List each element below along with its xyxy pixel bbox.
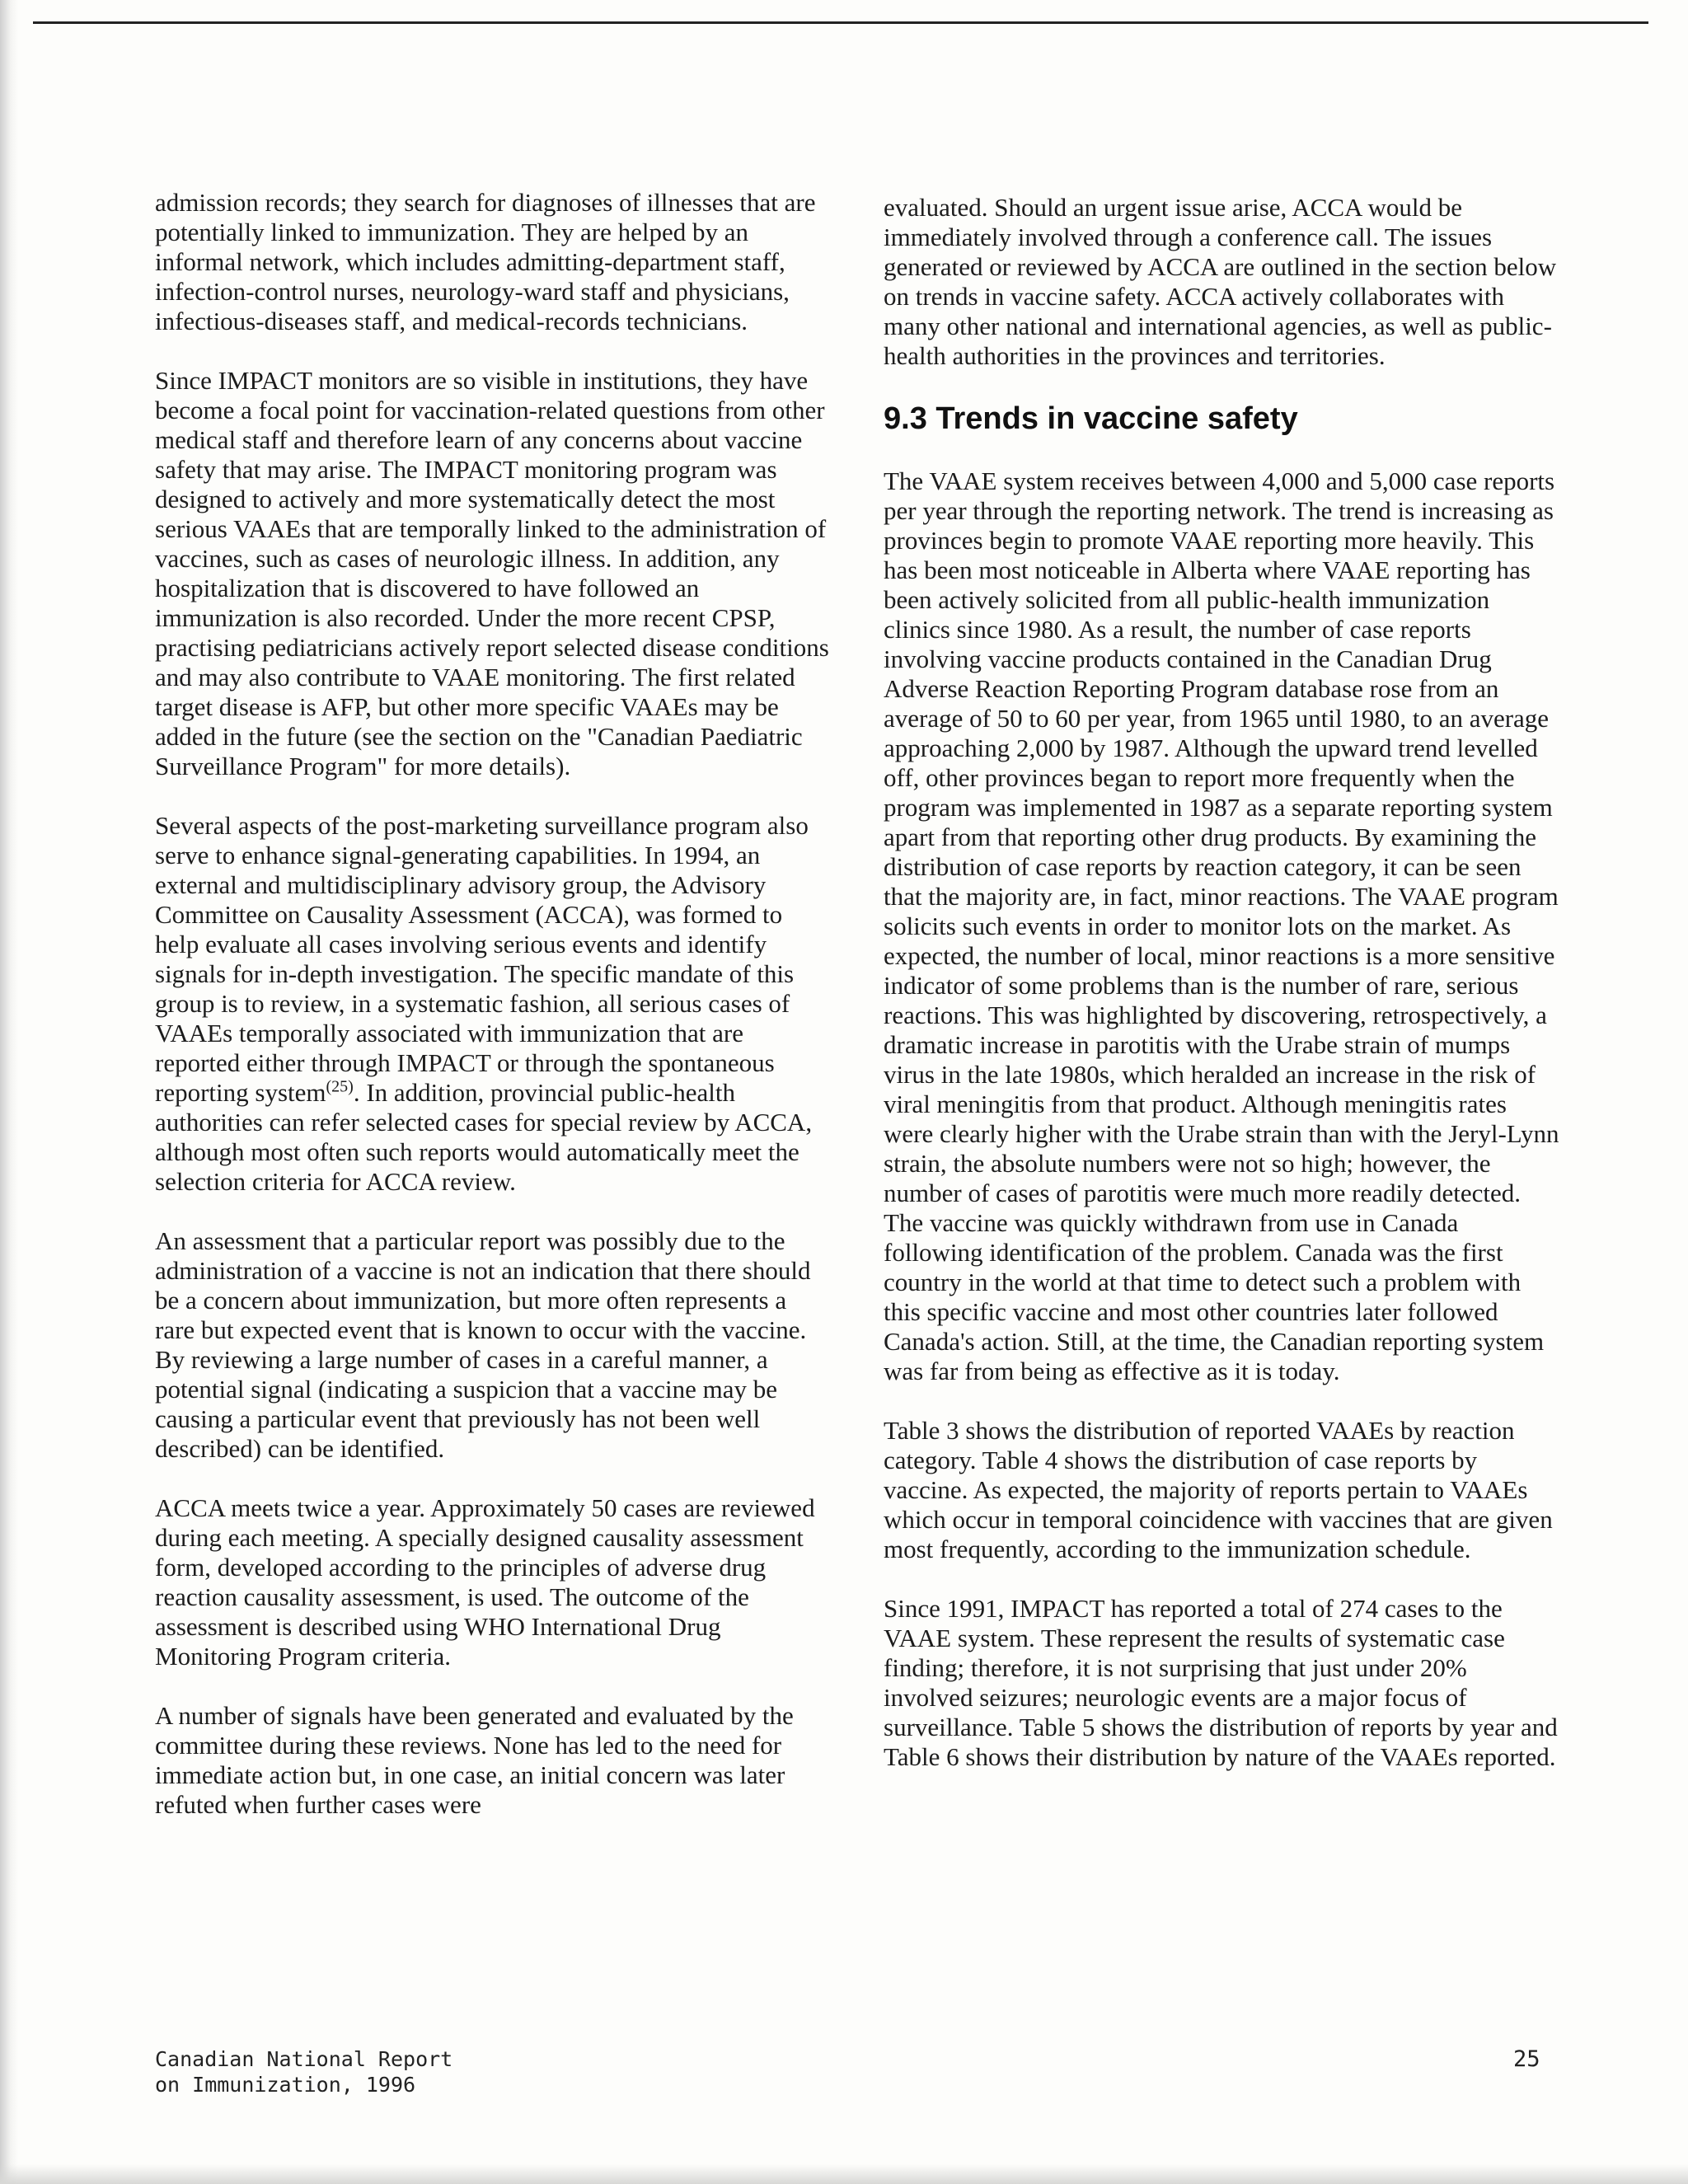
section-heading: 9.3 Trends in vaccine safety	[884, 401, 1298, 436]
top-rule	[33, 21, 1648, 24]
scan-bottom-edge-shadow	[0, 2164, 1688, 2184]
right-column	[884, 193, 1559, 1802]
paragraph: Since 1991, IMPACT has reported a total of 274 cases to the VAAE system. These represent the results of systematic case finding; therefore, it is not surprising that just under 20% involved seizures; neurologic events are a major focus of surveillance. Table 5 shows the distribution of reports by year and Table 6 shows their distribution by nature of the VAAEs reported.	[884, 1594, 1558, 1771]
paragraph: An assessment that a particular report was possibly due to the administration of a vaccine is not an indication that there should be a concern about immunization, but more often represents a rare but expected event that is known to occur with the vaccine. By reviewing a large number of cases in a careful manner, a potential signal (indicating a suspicion that a vaccine may be causing a particular event that previously has not been well described) can be identified.	[155, 1226, 811, 1463]
page-number: 25	[1513, 2046, 1540, 2072]
paragraph-text: Several aspects of the post-marketing surveillance program also serve to enhance signal-generating capabilities. In 1994, an external and multidisciplinary advisory group, the Advisory Committee on Causality Assessment (ACCA), was formed to help evaluate all cases involving serious events and identify signals for in-depth investigation. The specific mandate of this group is to review, in a systematic fashion, all serious cases of VAAEs temporally associated with immunization that are reported either through IMPACT or through the spontaneous reporting system	[155, 811, 809, 1107]
footer-line: Canadian National Report	[155, 2047, 453, 2071]
scan-left-edge-shadow	[0, 0, 18, 2184]
paragraph: A number of signals have been generated and evaluated by the committee during these reviews. None has led to the need for immediate action but, in one case, an initial concern was later refuted when further cases were	[155, 1701, 794, 1819]
reference-marker: (25)	[326, 1077, 354, 1096]
paragraph-text: . In addition, provincial public-health authorities can refer selected cases for special review by ACCA, although most often such reports would automatically meet the selection criteria for ACCA review.	[155, 1078, 813, 1196]
paragraph: admission records; they search for diagnoses of illnesses that are potentially linked to immunization. They are helped by an informal network, which includes admitting-department staff, infection-control nurses, neurology-ward staff and physicians, infectious-diseases staff, and medical-records technicians.	[155, 188, 816, 335]
footer-line: on Immunization, 1996	[155, 2073, 416, 2097]
paragraph	[155, 811, 831, 1197]
footer-report-title	[155, 2046, 452, 2097]
paragraph: ACCA meets twice a year. Approximately 50 cases are reviewed during each meeting. A specially designed causality assessment form, developed according to the principles of adverse drug reaction causality assessment, is used. The outcome of the assessment is described using WHO International Drug Monitoring Program criteria.	[155, 1493, 815, 1671]
paragraph: evaluated. Should an urgent issue arise, ACCA would be immediately involved through a conference call. The issues generated or reviewed by ACCA are outlined in the section below on trends in vaccine safety. ACCA actively collaborates with many other national and international agencies, as well as public-health authorities in the provinces and territories.	[884, 193, 1557, 370]
left-column	[155, 188, 831, 1849]
paragraph: Since IMPACT monitors are so visible in institutions, they have become a focal point for vaccination-related questions from other medical staff and therefore learn of any concerns about vaccine safety that may arise. The IMPACT monitoring program was designed to actively and more systematically detect the most serious VAAEs that are temporally linked to the administration of vaccines, such as cases of neurologic illness. In addition, any hospitalization that is discovered to have followed an immunization is also recorded. Under the more recent CPSP, practising pediatricians actively report selected disease conditions and may also contribute to VAAE monitoring. The first related target disease is AFP, but other more specific VAAEs may be added in the future (see the section on the "Canadian Paediatric Surveillance Program" for more details).	[155, 366, 829, 780]
paragraph: Table 3 shows the distribution of reported VAAEs by reaction category. Table 4 shows the distribution of case reports by vaccine. As expected, the majority of reports pertain to VAAEs which occur in temporal coincidence with vaccines that are given most frequently, according to the immunization schedule.	[884, 1416, 1553, 1563]
paragraph: The VAAE system receives between 4,000 and 5,000 case reports per year through the reporting network. The trend is increasing as provinces begin to promote VAAE reporting more heavily. This has been most noticeable in Alberta where VAAE reporting has been actively solicited from all public-health immunization clinics since 1980. As a result, the number of case reports involving vaccine products contained in the Canadian Drug Adverse Reaction Reporting Program database rose from an average of 50 to 60 per year, from 1965 until 1980, to an average approaching 2,000 by 1987. Although the upward trend levelled off, other provinces began to report more frequently when the program was implemented in 1987 as a separate reporting system apart from that reporting other drug products. By examining the distribution of case reports by reaction category, it can be seen that the majority are, in fact, minor reactions. The VAAE program solicits such events in order to monitor lots on the market. As expected, the number of local, minor reactions is a more sensitive indicator of some problems than is the number of rare, serious reactions. This was highlighted by discovering, retrospectively, a dramatic increase in parotitis with the Urabe strain of mumps virus in the late 1980s, which heralded an increase in the risk of viral meningitis from that product. Although meningitis rates were clearly higher with the Urabe strain than with the Jeryl-Lynn strain, the absolute numbers were not so high; however, the number of cases of parotitis were much more readily detected. The vaccine was quickly withdrawn from use in Canada following identification of the problem. Canada was the first country in the world at that time to detect such a problem with this specific vaccine and most other countries later followed Canada's action. Still, at the time, the Canadian reporting system was far from being as effective as it is today.	[884, 466, 1559, 1385]
